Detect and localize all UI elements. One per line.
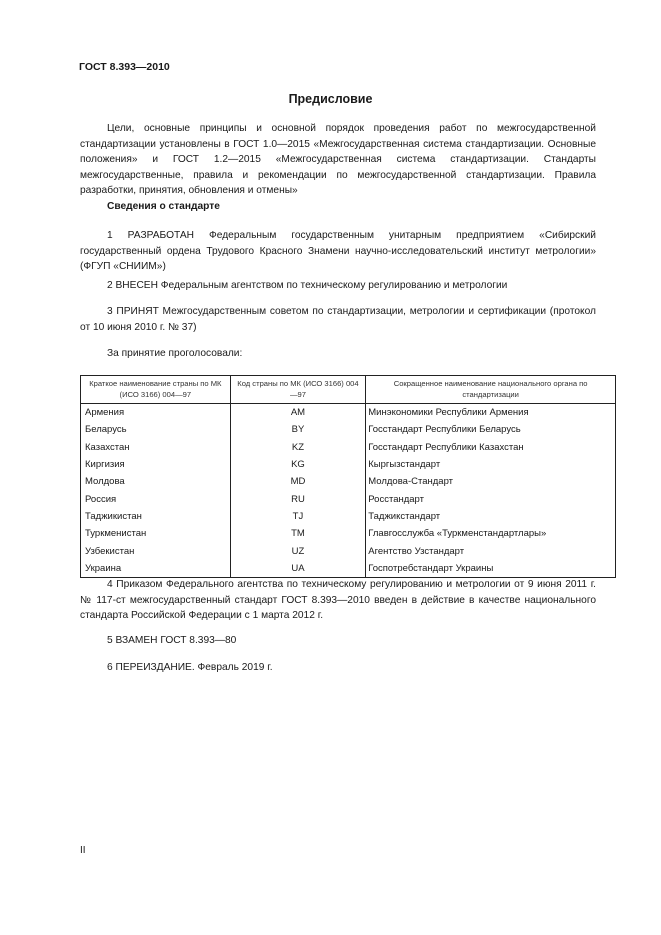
cell-country-name: Туркменистан xyxy=(81,525,231,542)
cell-country-code: RU xyxy=(230,490,366,507)
table-row xyxy=(81,421,616,438)
page-number: II xyxy=(80,845,86,856)
table-row xyxy=(81,508,616,525)
table-row xyxy=(81,473,616,490)
cell-country-name: Казахстан xyxy=(81,439,231,456)
cell-standards-body: Таджикстандарт xyxy=(366,508,616,525)
cell-country-code: UA xyxy=(230,560,366,578)
table-row xyxy=(81,404,616,422)
cell-standards-body: Молдова-Стандарт xyxy=(366,473,616,490)
cell-standards-body: Росстандарт xyxy=(366,490,616,507)
item-4-paragraph: 4 Приказом Федерального агентства по техническому регулированию и метрологии от 9 июня 2011 г. № 117-ст межгосударственный стандарт ГОСТ 8.393—2010 введен в действие в качестве национального стандарта Российской Федерации с 1 марта 2012 г. xyxy=(80,579,596,622)
cell-country-code: KZ xyxy=(230,439,366,456)
cell-country-name: Беларусь xyxy=(81,421,231,438)
table-row xyxy=(81,525,616,542)
header-country-code: Код страны по МК (ИСО 3166) 004—97 xyxy=(230,376,366,404)
cell-standards-body: Агентство Узстандарт xyxy=(366,542,616,559)
cell-country-name: Россия xyxy=(81,490,231,507)
cell-country-code: BY xyxy=(230,421,366,438)
cell-country-code: KG xyxy=(230,456,366,473)
intro-paragraph: Цели, основные принципы и основной порядок проведения работ по межгосударственной стандартизации установлены в ГОСТ 1.0—2015 «Межгосударственная система стандартизации. Основные положения» и ГОСТ 1.2—2015 «Межгосударственная система стандартизации. Стандарты межгосударственные, правила и рекомендации по межгосударственной стандартизации. Правила разработки, принятия, обновления и отмены» xyxy=(80,123,596,197)
document-header: ГОСТ 8.393—2010 xyxy=(79,61,170,73)
section-heading: Сведения о стандарте xyxy=(107,201,220,212)
table-row xyxy=(81,456,616,473)
cell-country-code: AM xyxy=(230,404,366,422)
cell-standards-body: Госпотребстандарт Украины xyxy=(366,560,616,578)
item-1-paragraph: 1 РАЗРАБОТАН Федеральным государственным унитарным предприятием «Сибирский государственный ордена Трудового Красного Знамени научно-исследовательский институт метрологии» (ФГУП «СНИИМ») xyxy=(80,230,596,273)
cell-country-name: Киргизия xyxy=(81,456,231,473)
cell-country-code: MD xyxy=(230,473,366,490)
item-3-paragraph: 3 ПРИНЯТ Межгосударственным советом по стандартизации, метрологии и сертификации (протокол от 10 июня 2010 г. № 37) xyxy=(80,306,596,333)
cell-country-code: TM xyxy=(230,525,366,542)
item-5-paragraph: 5 ВЗАМЕН ГОСТ 8.393—80 xyxy=(107,635,237,646)
cell-standards-body: Госстандарт Республики Беларусь xyxy=(366,421,616,438)
cell-country-code: TJ xyxy=(230,508,366,525)
table-row xyxy=(81,542,616,559)
cell-country-name: Таджикистан xyxy=(81,508,231,525)
table-row xyxy=(81,490,616,507)
cell-country-code: UZ xyxy=(230,542,366,559)
countries-table xyxy=(80,375,616,578)
cell-standards-body: Минэкономики Республики Армения xyxy=(366,404,616,422)
page-title: Предисловие xyxy=(288,92,373,106)
header-country-name: Краткое наименование страны по МК (ИСО 3166) 004—97 xyxy=(81,376,231,404)
table-header-row xyxy=(81,376,616,404)
item-2-paragraph: 2 ВНЕСЕН Федеральным агентством по техническому регулированию и метрологии xyxy=(107,280,508,291)
item-6-paragraph: 6 ПЕРЕИЗДАНИЕ. Февраль 2019 г. xyxy=(107,662,273,673)
cell-standards-body: Кыргызстандарт xyxy=(366,456,616,473)
cell-country-name: Армения xyxy=(81,404,231,422)
cell-standards-body: Госстандарт Республики Казахстан xyxy=(366,439,616,456)
cell-country-name: Узбекистан xyxy=(81,542,231,559)
table-row xyxy=(81,560,616,578)
cell-country-name: Украина xyxy=(81,560,231,578)
header-standards-body: Сокращенное наименование национального органа по стандартизации xyxy=(366,376,616,404)
cell-standards-body: Главгосслужба «Туркменстандартлары» xyxy=(366,525,616,542)
table-row xyxy=(81,439,616,456)
cell-country-name: Молдова xyxy=(81,473,231,490)
voted-paragraph: За принятие проголосовали: xyxy=(107,348,243,359)
